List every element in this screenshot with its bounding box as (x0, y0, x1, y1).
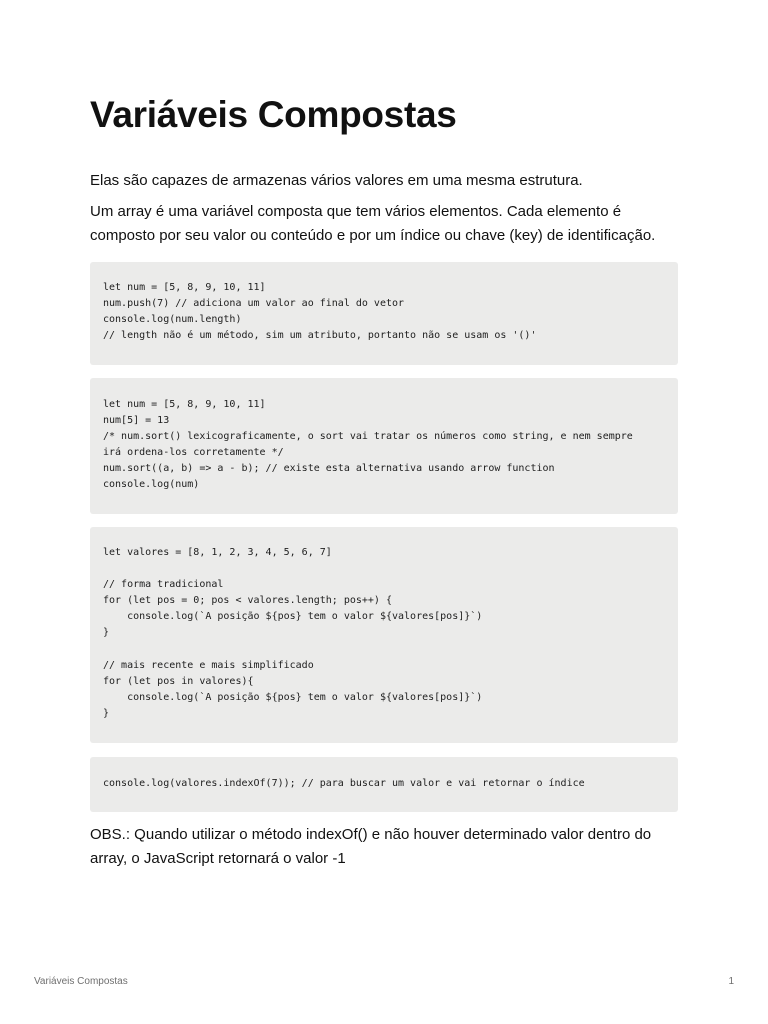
code-block-push (90, 262, 678, 365)
code-text: let num = [5, 8, 9, 10, 11] num.push(7) // adiciona um valor ao final do vetor console.log(num.length) // length não é um método, sim um atributo, portanto não se usam os '()' (103, 282, 537, 342)
code-text: let num = [5, 8, 9, 10, 11] num[5] = 13 /* num.sort() lexicograficamente, o sort vai tratar os números como string, e nem sempre irá ordena-los corretamente */ num.sort((a, b) => a - b); // existe esta alternativa usando arrow function console.log(num) (103, 399, 633, 491)
code-block-sort (90, 378, 678, 514)
code-block-indexof (90, 757, 678, 812)
page-title: Variáveis Compostas (90, 94, 457, 135)
code-text: console.log(valores.indexOf(7)); // para buscar um valor e vai retornar o índice (103, 778, 585, 789)
intro-paragraph: Elas são capazes de armazenas vários valores em uma mesma estrutura. (90, 172, 583, 189)
code-block-loops (90, 527, 678, 743)
observation-note: OBS.: Quando utilizar o método indexOf() e não houver determinado valor dentro do array, o JavaScript retornará o valor -1 (90, 826, 652, 867)
footer-title: Variáveis Compostas (34, 976, 128, 987)
array-description-paragraph: Um array é uma variável composta que tem vários elementos. Cada elemento é composto por seu valor ou conteúdo e por um índice ou chave (key) de identificação. (90, 203, 656, 244)
code-text: let valores = [8, 1, 2, 3, 4, 5, 6, 7] // forma tradicional for (let pos = 0; pos < valores.length; pos++) { console.log(`A posição ${pos} tem o valor ${valores[pos]}`) } // mais recente e mais simplificado for (let pos in valores){ console.log(`A posição ${pos} tem o valor ${valores[pos]}`) } (103, 547, 483, 719)
footer-page-number: 1 (728, 976, 734, 987)
